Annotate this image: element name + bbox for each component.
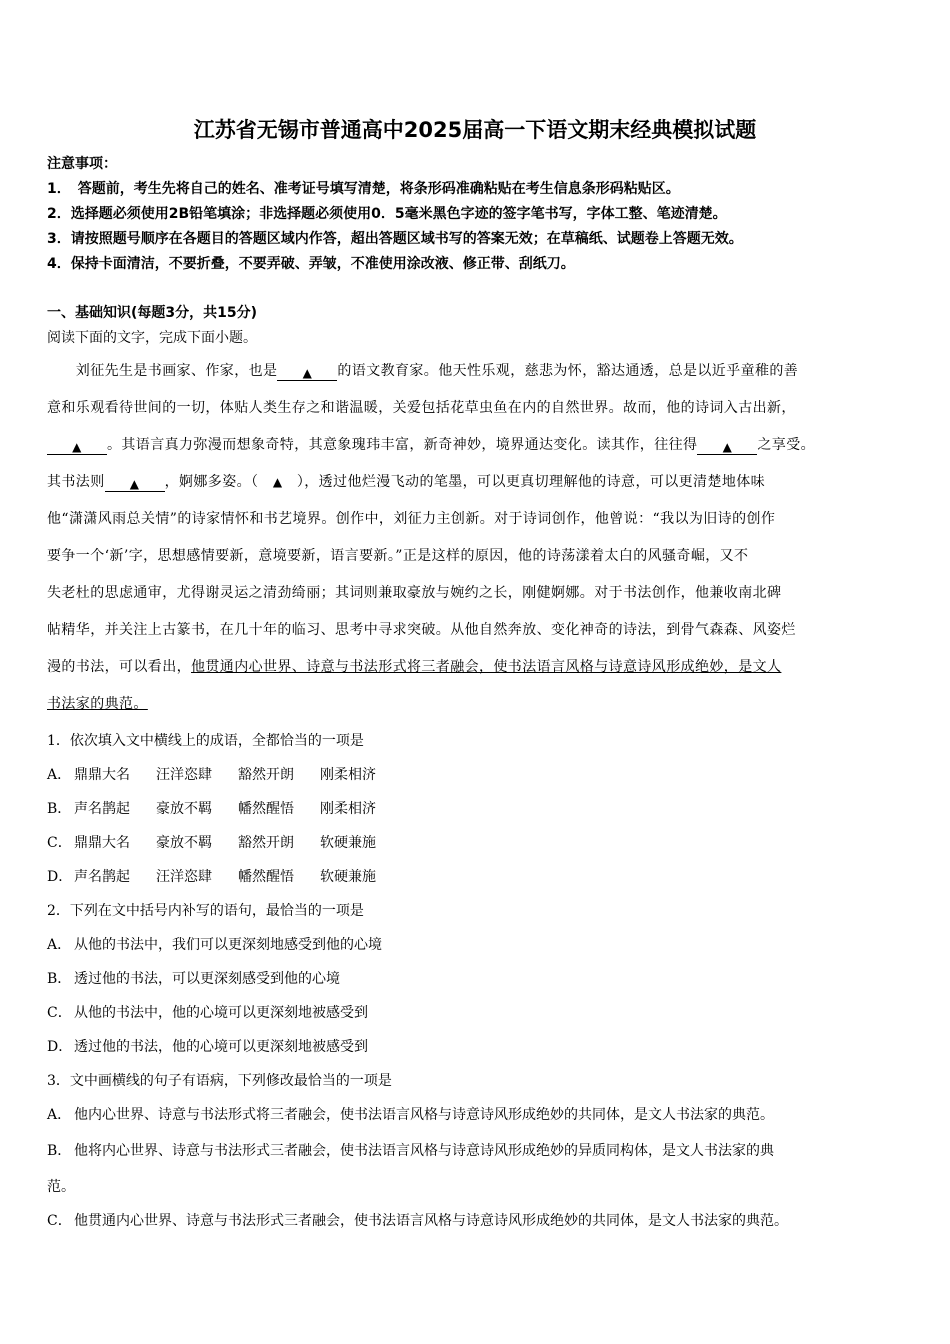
page-title: 江苏省无锡市普通高中2025届高一下语文期末经典模拟试题 — [193, 118, 757, 142]
q1-option-a: A． 鼎鼎大名 汪洋恣肆 豁然开朗 刚柔相济 — [47, 767, 376, 783]
passage-line: 帖精华，并关注上古篆书，在几十年的临习、思考中寻求突破。从他自然奔放、变化神奇的诗法，到骨气森森、风姿烂 — [47, 622, 796, 638]
underlined-sentence-end: 书法家的典范。 — [47, 696, 148, 712]
bracket-mark: ▲ — [272, 475, 283, 489]
q1-option-b: B． 声名鹊起 豪放不羁 幡然醒悟 刚柔相济 — [47, 801, 376, 817]
section-heading: 一、基础知识(每题3分，共15分) — [47, 305, 258, 321]
fill-blank: ▲ — [277, 365, 337, 381]
note-item: 2．选择题必须使用2B铅笔填涂；非选择题必须使用0．5毫米黑色字迹的签字笔书写，字体工整、笔迹清楚。 — [47, 206, 727, 222]
q1-option-c: C． 鼎鼎大名 豪放不羁 豁然开朗 软硬兼施 — [47, 835, 376, 851]
q3-option-a: A． 他内心世界、诗意与书法形式将三者融会，使书法语言风格与诗意诗风形成绝妙的共同体，是文人书法家的典范。 — [47, 1107, 774, 1123]
underlined-sentence: 他贯通内心世界、诗意与书法形式将三者融会，使书法语言风格与诗意诗风形成绝妙，是文人 — [191, 659, 782, 675]
fill-blank: ▲ — [47, 439, 107, 455]
q3-option-b-cont: 范。 — [47, 1179, 75, 1195]
passage-line: 意和乐观看待世间的一切，体贴人类生存之和谐温暖，关爱包括花草虫鱼在内的自然世界。故而，他的诗词入古出新， — [47, 400, 796, 416]
question-3-stem: 3．文中画横线的句子有语病，下列修改最恰当的一项是 — [47, 1073, 392, 1089]
q2-option-d: D． 透过他的书法，他的心境可以更深刻地被感受到 — [47, 1039, 368, 1055]
q3-option-c: C． 他贯通内心世界、诗意与书法形式三者融会，使书法语言风格与诗意诗风形成绝妙的共同体，是文人书法家的典范。 — [47, 1213, 788, 1229]
reading-instruction: 阅读下面的文字，完成下面小题。 — [47, 330, 257, 346]
fill-blank: ▲ — [697, 439, 757, 455]
note-item: 3．请按照题号顺序在各题目的答题区域内作答，超出答题区域书写的答案无效；在草稿纸、试题卷上答题无效。 — [47, 231, 743, 247]
passage-line: 失老杜的思虑通审，尤得谢灵运之清劲绮丽；其词则兼取豪放与婉约之长，刚健婀娜。对于书法创作，他兼收南北碑 — [47, 585, 782, 601]
fill-blank: ▲ — [105, 476, 165, 492]
passage-line: ▲ 。其语言真力弥漫而想象奇特，其意象瑰玮丰富，新奇神妙，境界通达变化。读其作，往往得 ▲ 之享受。 — [47, 434, 907, 455]
passage-line: 他“潇潇风雨总关情”的诗家情怀和书艺境界。创作中，刘征力主创新。对于诗词创作，他曾说：“我以为旧诗的创作 — [47, 511, 776, 527]
q2-option-a: A． 从他的书法中，我们可以更深刻地感受到他的心境 — [47, 937, 382, 953]
q1-option-d: D． 声名鹊起 汪洋恣肆 幡然醒悟 软硬兼施 — [47, 869, 376, 885]
notes-heading: 注意事项： — [47, 156, 117, 172]
note-item: 4．保持卡面清洁，不要折叠，不要弄破、弄皱，不准使用涂改液、修正带、刮纸刀。 — [47, 256, 575, 272]
question-1-stem: 1．依次填入文中横线上的成语，全都恰当的一项是 — [47, 733, 364, 749]
passage-line: 刘征先生是书画家、作家，也是 ▲ 的语文教育家。他天性乐观，慈悲为怀，豁达通透，总是以近乎童稚的善 — [47, 363, 799, 380]
q3-option-b: B． 他将内心世界、诗意与书法形式三者融会，使书法语言风格与诗意诗风形成绝妙的异质同构体，是文人书法家的典 — [47, 1143, 774, 1159]
passage-line: 漫的书法，可以看出，他贯通内心世界、诗意与书法形式将三者融会，使书法语言风格与诗意诗风形成绝妙，是文人 — [47, 659, 782, 675]
q2-option-c: C． 从他的书法中，他的心境可以更深刻地被感受到 — [47, 1005, 368, 1021]
passage-line: 其书法则 ▲ ，婀娜多姿。（ ▲ ），透过他烂漫飞动的笔墨，可以更真切理解他的诗意，可以更清楚地体味 — [47, 474, 766, 491]
passage-line: 要争一个‘新’字，思想感情要新，意境要新，语言要新。”正是这样的原因，他的诗荡漾着太白的风骚奇崛，又不 — [47, 548, 749, 564]
question-2-stem: 2．下列在文中括号内补写的语句，最恰当的一项是 — [47, 903, 364, 919]
note-item: 1． 答题前，考生先将自己的姓名、准考证号填写清楚，将条形码准确粘贴在考生信息条形码粘贴区。 — [47, 181, 680, 197]
q2-option-b: B． 透过他的书法，可以更深刻感受到他的心境 — [47, 971, 340, 987]
